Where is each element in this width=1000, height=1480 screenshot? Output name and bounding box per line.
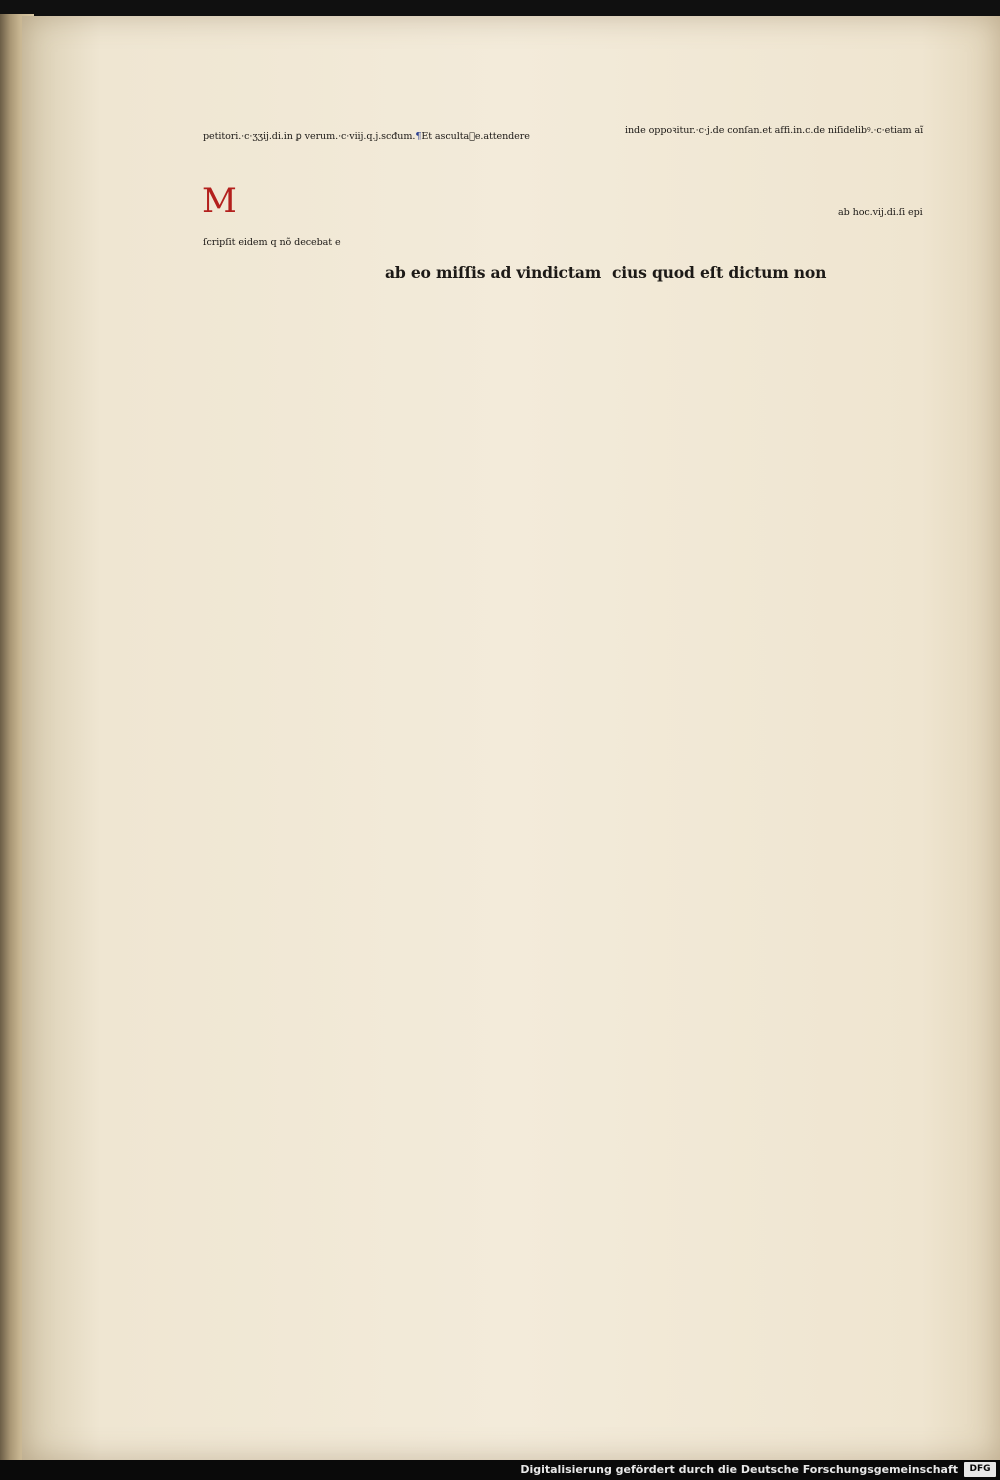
- gloss-left-column: [203, 236, 377, 1196]
- gloss-line: ſcripſit eidem q nõ decebat e: [203, 237, 341, 248]
- gloss-line: petitori.·c·ʒʒij.di.in ꝑ verum.·c·viij.q.j.scđum.¶Et asculta᷑e.attendere: [203, 131, 530, 142]
- red-initial-m: M: [202, 181, 237, 221]
- dfg-logo: DFG: [964, 1462, 996, 1477]
- gloss-line: inde oppoꝛitur.·c·j.de conſan.et affi.in.c.de niſidelibꝰ.·c·etiam aĩ: [625, 125, 924, 136]
- text-line: cius quod eſt dictum non: [612, 263, 827, 282]
- funding-notice: Digitalisierung gefördert durch die Deutsche Forschungsgemeinschaft: [520, 1463, 958, 1476]
- text-line: ab eo miſſis ad vindictam: [385, 263, 601, 282]
- header-gloss-left: [203, 130, 583, 200]
- footer-bar: [0, 1460, 1000, 1480]
- header-gloss-right: [625, 124, 950, 194]
- gloss-right-column: [838, 206, 958, 1206]
- main-text-column-right: [612, 262, 829, 1372]
- gloss-line: ab hoc.vij.di.ſi epi: [838, 207, 923, 218]
- main-text-column-left: [385, 262, 601, 1372]
